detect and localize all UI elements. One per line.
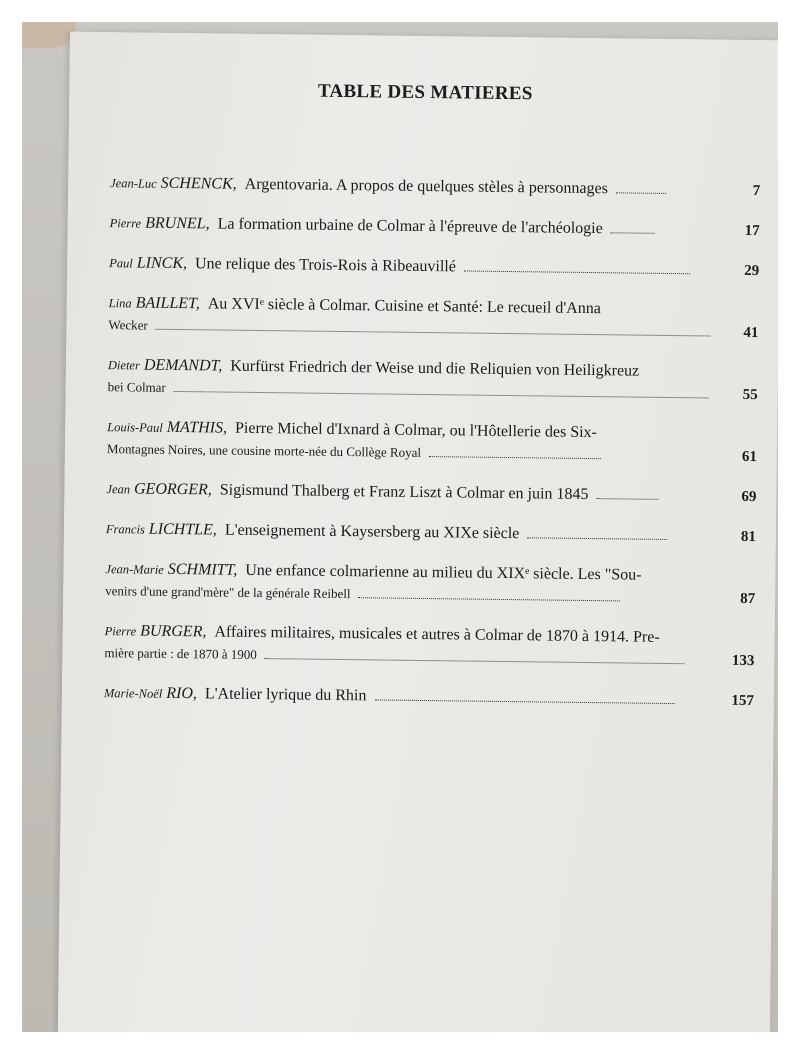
- author-name: Dieter DEMANDT,: [107, 356, 223, 375]
- author-name: Jean-Marie SCHMITT,: [105, 560, 238, 579]
- toc-entry: [106, 518, 756, 548]
- author-name: Pierre BRUNEL,: [109, 214, 210, 233]
- page-number: 81: [740, 528, 757, 546]
- toc-entry: [104, 620, 754, 672]
- dot-leader: [156, 329, 711, 337]
- entry-title: La formation urbaine de Colmar à l'épreuve de l'archéologie: [217, 215, 603, 238]
- entry-title: Affaires militaires, musicales et autres à Colmar de 1870 à 1914. Pre-: [214, 623, 660, 646]
- dot-leader: [611, 232, 655, 234]
- page-number: 55: [742, 386, 758, 404]
- page-number: 17: [744, 222, 760, 240]
- author-name: Jean GEORGER,: [106, 480, 212, 499]
- entry-title: L'enseignement à Kaysersberg au XIXe siècle: [224, 521, 520, 543]
- entry-title: Sigismund Thalberg et Franz Liszt à Colmar en juin 1845: [219, 481, 589, 504]
- author-name: Francis LICHTLE,: [105, 520, 217, 539]
- dot-leader: [358, 597, 620, 601]
- toc-entry: [104, 682, 754, 712]
- entry-title: Une relique des Trois-Rois à Ribeauvillé: [194, 255, 457, 276]
- page-number: 41: [743, 324, 759, 342]
- dot-leader: [374, 699, 674, 704]
- author-name: Pierre BURGER,: [104, 622, 207, 641]
- book-page: [58, 32, 778, 1032]
- entry-title-continued: mière partie : de 1870 à 1900: [104, 645, 257, 662]
- dot-leader: [596, 498, 658, 500]
- author-name: Louis-Paul MATHIS,: [107, 418, 228, 437]
- toc-entry: [110, 212, 760, 242]
- author-name: Paul LINCK,: [109, 254, 188, 273]
- toc-entry: [109, 252, 759, 282]
- dot-leader: [265, 658, 685, 664]
- author-name: Jean-Luc SCHENCK,: [110, 174, 237, 193]
- photo-background: [22, 22, 778, 1032]
- page-number: 87: [740, 590, 756, 608]
- entry-title: Pierre Michel d'Ixnard à Colmar, ou l'Hôtellerie des Six-: [234, 419, 598, 442]
- toc-entry: [107, 416, 757, 468]
- toc-entry: [108, 292, 758, 344]
- dot-leader: [616, 192, 666, 194]
- toc-entry: [110, 172, 760, 202]
- thumb-shadow: [22, 22, 76, 48]
- table-of-contents: [104, 172, 761, 730]
- author-name: Marie-Noël RIO,: [103, 684, 198, 703]
- entry-title-continued: venirs d'une grand'mère" de la générale Reibell: [105, 583, 351, 602]
- entry-title: Au XVIᵉ siècle à Colmar. Cuisine et Santé: Le recueil d'Anna: [207, 295, 601, 318]
- entry-title-continued: Wecker: [108, 317, 148, 333]
- author-name: Lina BAILLET,: [108, 294, 200, 313]
- entry-title: Une enfance colmarienne au milieu du XIXᵉ siècle. Les "Sou-: [245, 561, 642, 584]
- toc-entry: [108, 354, 758, 406]
- page-number: 61: [741, 448, 757, 466]
- page-number: 133: [731, 652, 755, 670]
- toc-entry: [106, 478, 756, 508]
- page-number: 69: [741, 488, 757, 506]
- toc-entry: [105, 558, 755, 610]
- page-number: 7: [752, 183, 761, 200]
- entry-title: Kurfürst Friedrich der Weise und die Reliquien von Heiligkreuz: [230, 357, 640, 380]
- dot-leader: [464, 270, 690, 274]
- dot-leader: [527, 537, 667, 540]
- entry-title: L'Atelier lyrique du Rhin: [204, 685, 367, 705]
- dot-leader: [174, 391, 709, 399]
- dot-leader: [429, 456, 601, 459]
- entry-title-continued: bei Colmar: [107, 379, 166, 395]
- page-title: TABLE DES MATIERES: [317, 80, 533, 105]
- entry-title: Argentovaria. A propos de quelques stèles à personnages: [244, 175, 608, 198]
- page-number: 29: [744, 262, 760, 280]
- page-number: 157: [731, 692, 754, 710]
- entry-title-continued: Montagnes Noires, une cousine morte-née du Collège Royal: [106, 441, 422, 460]
